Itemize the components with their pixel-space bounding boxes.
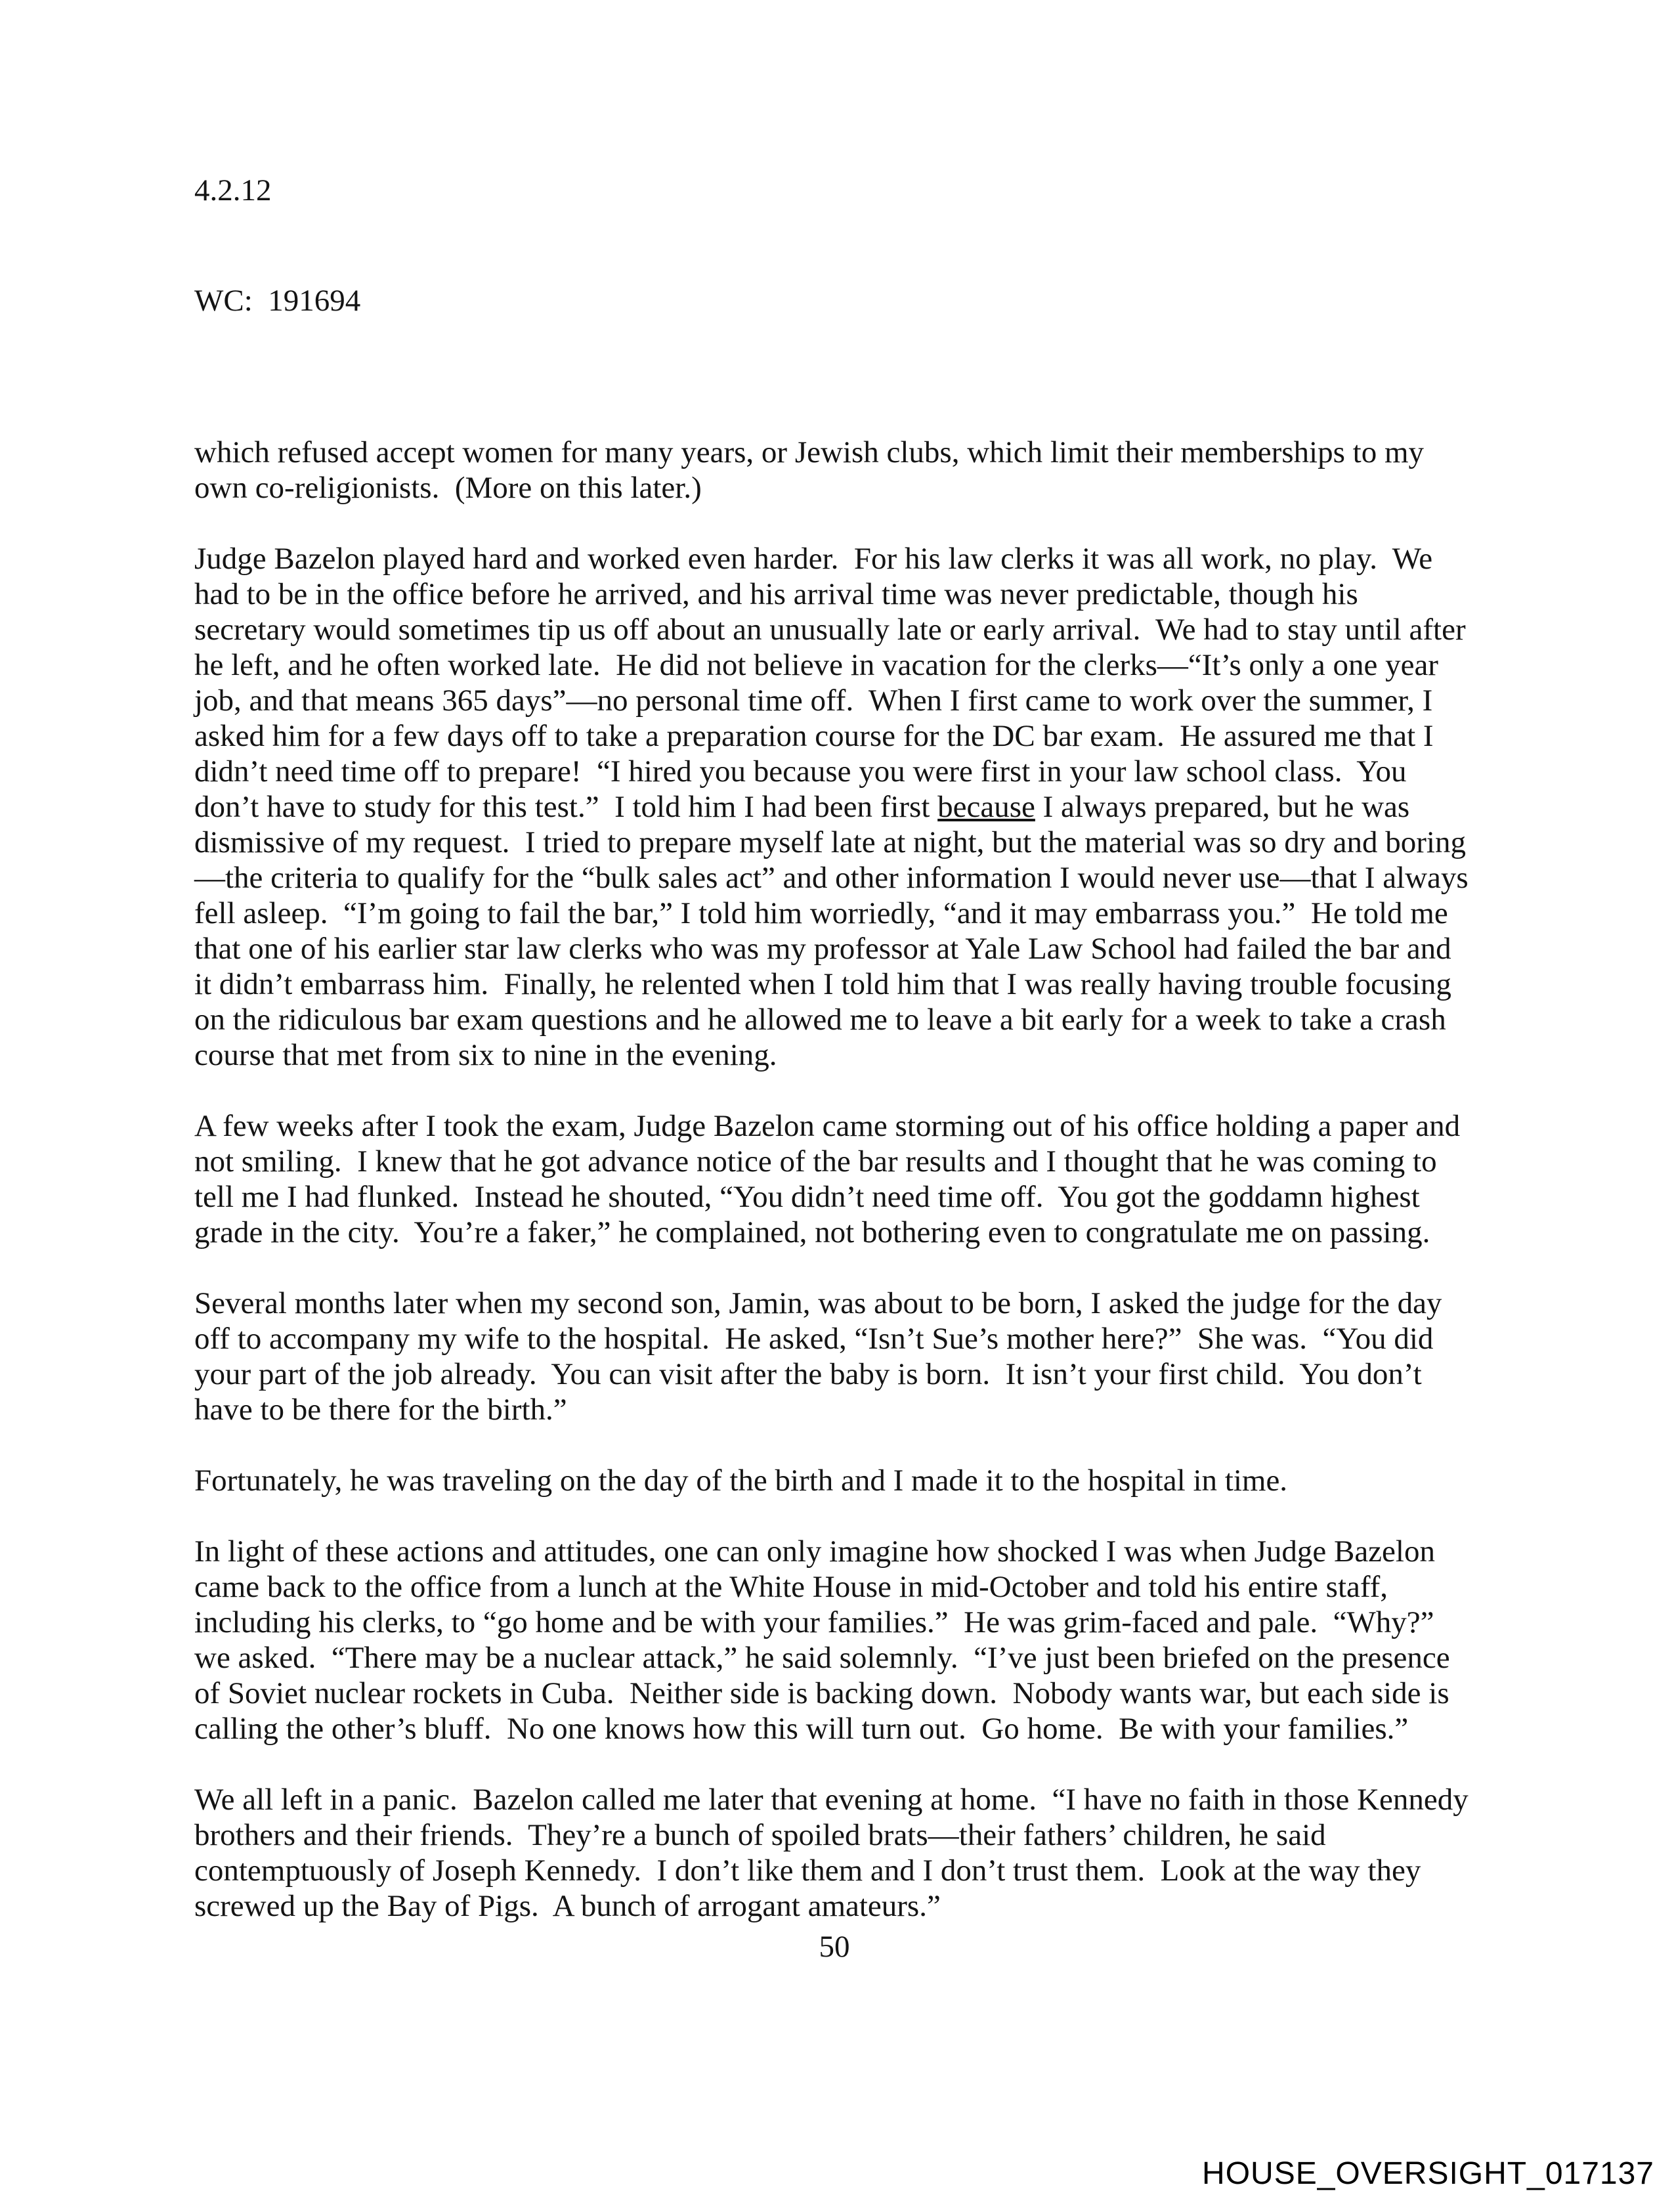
paragraph-6 xyxy=(194,1534,1474,1746)
paragraph-segment: Judge Bazelon played hard and worked even harder. For his law clerks it was all work, no play. We had to be in the office before he arrived, and his arrival time was never predictable, though his secretary would sometimes tip us off about an unusually late or early arrival. We had to stay until after he left, and he often worked late. He did not believe in vacation for the clerks—“It’s only a one year job, and that means 365 days”—no personal time off. When I first came to work over the summer, I asked him for a few days off to take a preparation course for the DC bar exam. He assured me that I didn’t need time off to prepare! “I hired you because you were first in your law school class. You don’t have to study for this test.” I told him I had been first xyxy=(194,542,1474,824)
paragraph-segment: A few weeks after I took the exam, Judge Bazelon came storming out of his office holding a paper and not smiling. I knew that he got advance notice of the bar results and I thought that he was coming to tell me I had flunked. Instead he shouted, “You didn’t need time off. You got the goddamn highest grade in the city. You’re a faker,” he complained, not bothering even to congratulate me on passing. xyxy=(194,1109,1468,1249)
paragraph-7 xyxy=(194,1782,1474,1924)
page-number: 50 xyxy=(819,1930,850,1964)
header-word-count: WC: 191694 xyxy=(194,284,361,318)
paragraph-segment: which refused accept women for many years, or Jewish clubs, which limit their memberships to my own co-religionists. (More on this later.) xyxy=(194,435,1432,505)
paragraph-4 xyxy=(194,1286,1474,1427)
paragraph-segment: Several months later when my second son, Jamin, was about to be born, I asked the judge for the day off to accompany my wife to the hospital. He asked, “Isn’t Sue’s mother here?” She was. “You did your part of the job already. You can visit after the baby is born. It isn’t your first child. You don’t have to be there for the birth.” xyxy=(194,1286,1450,1427)
paragraph-segment: I always prepared, but he was dismissive of my request. I tried to prepare myself late at night, but the material was so dry and boring—the criteria to qualify for the “bulk sales act” and other information I would never use—that I always fell asleep. “I’m going to fail the bar,” I told him worriedly, “and it may embarrass you.” He told me that one of his earlier star law clerks who was my professor at Yale Law School had failed the bar and it didn’t embarrass him. Finally, he relented when I told him that I was really having trouble focusing on the ridiculous bar exam questions and he allowed me to leave a bit early for a week to take a crash course that met from six to nine in the evening. xyxy=(194,790,1476,1072)
paragraph-segment: Fortunately, he was traveling on the day of the birth and I made it to the hospital in time. xyxy=(194,1464,1288,1498)
document-header xyxy=(194,98,1474,393)
document-content xyxy=(194,98,1474,1959)
document-body xyxy=(194,435,1474,1924)
paragraph-5 xyxy=(194,1463,1474,1498)
paragraph-segment: We all left in a panic. Bazelon called me later that evening at home. “I have no faith in those Kennedy brothers and their friends. They’re a bunch of spoiled brats—their fathers’ children, he said contemptuously of Joseph Kennedy. I don’t like them and I don’t trust them. Look at the way they screwed up the Bay of Pigs. A bunch of arrogant amateurs.” xyxy=(194,1783,1476,1923)
header-date: 4.2.12 xyxy=(194,173,272,207)
paragraph-1 xyxy=(194,435,1474,506)
paragraph-3 xyxy=(194,1108,1474,1250)
paragraph-segment: In light of these actions and attitudes, one can only imagine how shocked I was when Judge Bazelon came back to the office from a lunch at the White House in mid-October and told his entire staff, including his clerks, to “go home and be with your families.” He was grim-faced and pale. “Why?” we asked. “There may be a nuclear attack,” he said solemnly. “I’ve just been briefed on the presence of Soviet nuclear rockets in Cuba. Neither side is backing down. Nobody wants war, but each side is calling the other’s bluff. No one knows how this will turn out. Go home. Be with your families.” xyxy=(194,1534,1458,1746)
paragraph-2 xyxy=(194,541,1474,1073)
paragraph-segment-underlined: because xyxy=(937,790,1035,824)
footer-stamp: HOUSE_OVERSIGHT_017137 xyxy=(1202,2156,1654,2191)
